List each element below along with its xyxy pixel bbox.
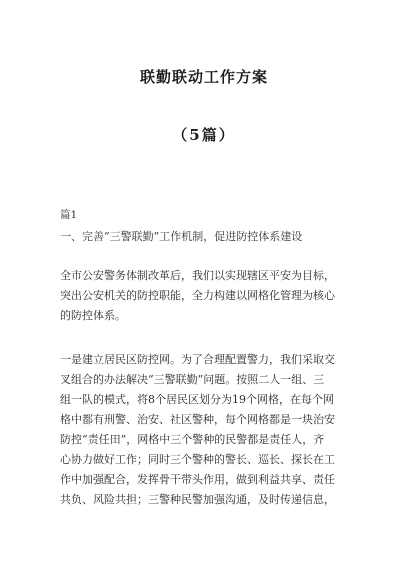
paragraph-line: 的防控体系。 bbox=[60, 309, 126, 322]
document-subtitle: （5篇） bbox=[172, 126, 236, 144]
paragraph-line: 组一队的模式，将8个居民区划分为19个网格，在每个网 bbox=[60, 393, 334, 406]
paragraph-line: 全市公安警务体制改革后，我们以实现辖区平安为目标， bbox=[60, 269, 335, 282]
paragraph-line: 心协力做好工作；同时三个警种的警长、巡长、探长在工 bbox=[60, 453, 335, 466]
paragraph-line: 叉组合的办法解决“三警联勤”问题。按照二人一组、三 bbox=[60, 373, 325, 386]
paragraph-line: 一是建立居民区防控网。为了合理配置警力，我们采取交 bbox=[60, 353, 335, 366]
paragraph-line: 共负、风险共担；三警种民警加强沟通，及时传递信息， bbox=[60, 493, 335, 506]
paragraph-line: 作中加强配合，发挥骨干带头作用，做到利益共享、责任 bbox=[60, 473, 335, 486]
paragraph-line: 突出公安机关的防控职能，全力构建以网格化管理为核心 bbox=[60, 289, 335, 302]
paragraph-1 bbox=[60, 266, 352, 326]
document-title: 联勤联动工作方案 bbox=[139, 68, 268, 86]
paragraph-2 bbox=[60, 350, 352, 510]
paragraph-line: 防控“责任田”，网格中三个警种的民警都是责任人，齐 bbox=[60, 433, 325, 446]
paragraph-line: 格中都有刑警、治安、社区警种，每个网格都是一块治安 bbox=[60, 413, 335, 426]
section-heading: 一、完善“三警联勤”工作机制，促进防控体系建设 bbox=[60, 230, 303, 243]
piece-label: 篇1 bbox=[60, 209, 78, 221]
